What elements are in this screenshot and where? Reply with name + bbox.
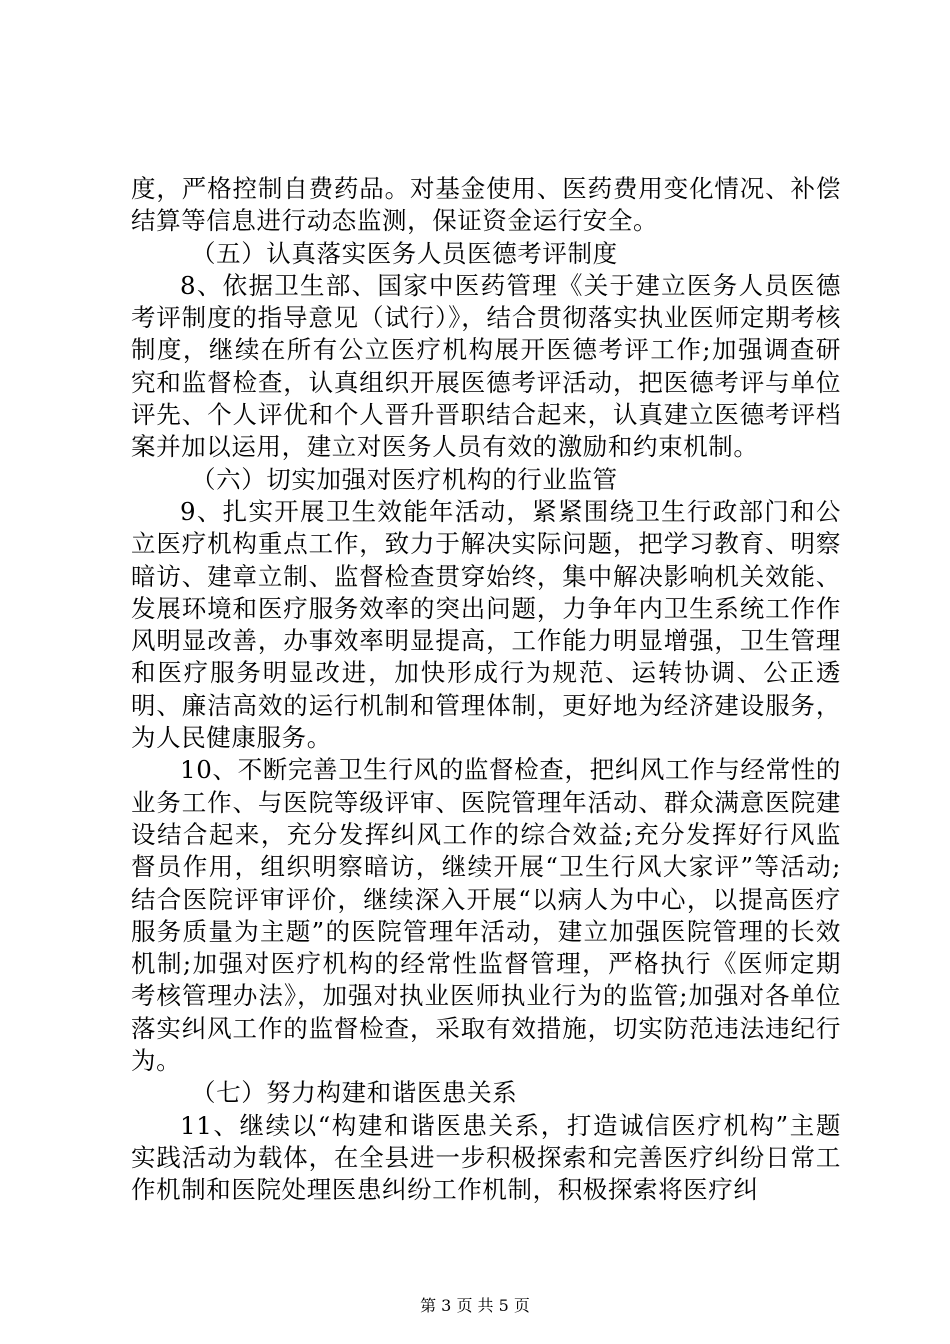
paragraph-item-9: 9、扎实开展卫生效能年活动，紧紧围绕卫生行政部门和公立医疗机构重点工作，致力于解决实际问题，把学习教育、明察暗访、建章立制、监督检查贯穿始终，集中解决影响机关效能、发展环境和医疗服务效率的突出问题，力争年内卫生系统工作作风明显改善，办事效率明显提高，工作能力明显增强，卫生管理和医疗服务明显改进，加快形成行为规范、运转协调、公正透明、廉洁高效的运行机制和管理体制，更好地为经济建设服务，为人民健康服务。 [131, 496, 841, 753]
page-footer [0, 1296, 950, 1316]
page-number-label: 第 3 页 共 5 页 [420, 1296, 530, 1315]
paragraph-item-10: 10、不断完善卫生行风的监督检查，把纠风工作与经常性的业务工作、与医院等级评审、医院管理年活动、群众满意医院建设结合起来，充分发挥纠风工作的综合效益;充分发挥好行风监督员作用，组织明察暗访，继续开展“卫生行风大家评”等活动;结合医院评审评价，继续深入开展“以病人为中心，以提高医疗服务质量为主题”的医院管理年活动，建立加强医院管理的长效机制;加强对医疗机构的经常性监督管理，严格执行《医师定期考核管理办法》，加强对执业医师执业行为的监管;加强对各单位落实纠风工作的监督检查，采取有效措施，切实防范违法违纪行为。 [131, 755, 841, 1076]
paragraph-item-11: 11、继续以“构建和谐医患关系，打造诚信医疗机构”主题实践活动为载体，在全县进一步积极探索和完善医疗纠纷日常工作机制和医院处理医患纠纷工作机制，积极探索将医疗纠 [131, 1110, 841, 1205]
document-body [131, 173, 841, 1207]
paragraph-continuation: 度，严格控制自费药品。对基金使用、医药费用变化情况、补偿结算等信息进行动态监测，保证资金运行安全。 [131, 174, 841, 236]
paragraph-item-8: 8、依据卫生部、国家中医药管理《关于建立医务人员医德考评制度的指导意见（试行）》，结合贯彻落实执业医师定期考核制度，继续在所有公立医疗机构展开医德考评工作;加强调查研究和监督检查，认真组织开展医德考评活动，把医德考评与单位评先、个人评优和个人晋升晋职结合起来，认真建立医德考评档案并加以运用，建立对医务人员有效的激励和约束机制。 [131, 270, 841, 462]
section-heading-5: （五）认真落实医务人员医德考评制度 [191, 238, 618, 268]
section-heading-7: （七）努力构建和谐医患关系 [191, 1078, 518, 1108]
section-heading-6: （六）切实加强对医疗机构的行业监管 [191, 464, 618, 494]
